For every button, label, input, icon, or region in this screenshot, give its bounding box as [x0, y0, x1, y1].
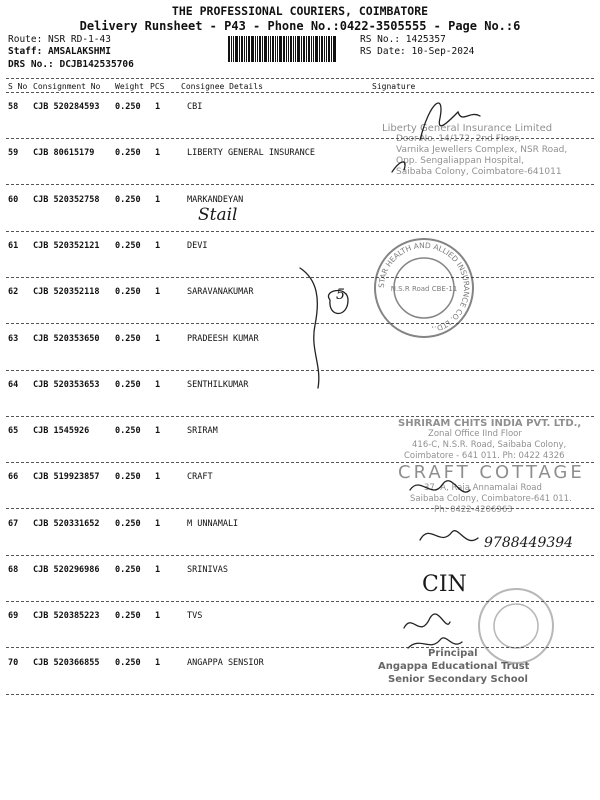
barcode-bar	[279, 36, 282, 62]
serial-number: 69	[8, 611, 19, 622]
angappa-stamp-line: Senior Secondary School	[388, 674, 528, 685]
col-signature: Signature	[372, 82, 416, 91]
pieces-count: 1	[155, 379, 161, 390]
barcode-bar	[290, 36, 292, 62]
consignment-number: CJB 520352121	[33, 240, 100, 251]
weight-value: 0.250	[115, 102, 141, 112]
serial-number: 68	[8, 565, 19, 575]
serial-number: 63	[8, 333, 19, 344]
barcode-bar	[231, 36, 232, 62]
consignee-name: LIBERTY GENERAL INSURANCE	[187, 148, 315, 159]
serial-number: 67	[8, 518, 19, 529]
barcode-bar	[259, 36, 261, 62]
barcode-bar	[244, 36, 245, 62]
consignment-number: CJB 520284593	[33, 102, 100, 112]
pieces-count: 1	[155, 102, 161, 112]
consignee-name: CBI	[187, 102, 203, 112]
liberty-stamp-line: Door No. 14/172, 2nd Floor,	[396, 134, 521, 144]
barcode-bar	[301, 36, 302, 62]
barcode-bar	[288, 36, 289, 62]
consignee-name: ANGAPPA SENSIOR	[187, 657, 264, 668]
craft-stamp-line: Saibaba Colony, Coimbatore-641 011.	[410, 494, 572, 504]
pieces-count: 1	[155, 194, 161, 205]
barcode-bar	[264, 36, 267, 62]
barcode-bar	[303, 36, 305, 62]
barcode-bar	[235, 36, 238, 62]
consignment-number: CJB 520353653	[33, 379, 100, 390]
weight-value: 0.250	[115, 657, 141, 668]
header-rule	[6, 78, 594, 79]
craft-stamp-name: CRAFT COTTAGE	[398, 462, 585, 483]
barcode-bar	[319, 36, 320, 62]
col-weight: Weight	[115, 82, 144, 91]
barcode-bar	[255, 36, 256, 62]
liberty-stamp-line: Varnika Jewellers Complex, NSR Road,	[396, 145, 568, 155]
table-row	[0, 186, 600, 232]
pieces-count: 1	[155, 333, 161, 344]
craft-stamp-line: Ph: 0422-4206963	[434, 505, 513, 515]
consignee-name: PRADEESH KUMAR	[187, 333, 259, 344]
col-consignee: Consignee Details	[181, 82, 263, 91]
drs-number: DRS No.: DCJB142535706	[8, 59, 134, 70]
pieces-count: 1	[155, 518, 161, 529]
route-label: Route: NSR RD-1-43	[8, 34, 111, 45]
angappa-stamp	[378, 647, 588, 686]
barcode-bar	[246, 36, 247, 62]
consignment-number: CJB 520352118	[33, 287, 100, 298]
weight-value: 0.250	[115, 287, 141, 298]
weight-value: 0.250	[115, 565, 141, 575]
consignee-name: DEVI	[187, 240, 208, 251]
shriram-stamp-line: SHRIRAM CHITS INDIA PVT. LTD.,	[398, 418, 582, 429]
barcode-bar	[297, 36, 300, 62]
barcode-bar	[228, 36, 230, 62]
handwritten-mark: 5	[336, 287, 345, 303]
barcode-bar	[272, 36, 274, 62]
serial-number: 62	[8, 287, 19, 298]
angappa-stamp-line: Angappa Educational Trust	[378, 661, 530, 672]
consignee-name: SRINIVAS	[187, 565, 228, 575]
pieces-count: 1	[155, 611, 161, 622]
serial-number: 64	[8, 379, 19, 390]
craft-stamp-line: 37, A, Raja Annamalai Road	[424, 483, 542, 493]
handwritten-signature: CIN	[422, 572, 467, 597]
barcode	[228, 36, 354, 62]
seal-ring-text: STAR HEALTH AND ALLIED INSURANCE CO. LTD.,	[376, 240, 472, 335]
table-row	[0, 278, 600, 324]
barcode-bar	[315, 36, 318, 62]
consignment-number: CJB 520366855	[33, 657, 100, 668]
craft-stamp	[398, 463, 588, 516]
col-pcs: PCS	[150, 82, 165, 91]
weight-value: 0.250	[115, 426, 141, 437]
shriram-stamp-line: Zonal Office IInd Floor	[428, 429, 522, 439]
shriram-stamp	[398, 418, 598, 462]
serial-number: 58	[8, 102, 19, 112]
weight-value: 0.250	[115, 333, 141, 344]
consignee-name: SENTHILKUMAR	[187, 379, 249, 390]
consignee-name: MARKANDEYAN	[187, 194, 244, 205]
barcode-bar	[324, 36, 325, 62]
weight-value: 0.250	[115, 518, 141, 529]
pieces-count: 1	[155, 148, 161, 159]
barcode-bar	[241, 36, 243, 62]
weight-value: 0.250	[115, 194, 141, 205]
barcode-bar	[295, 36, 296, 62]
liberty-stamp	[382, 123, 587, 178]
consignment-number: CJB 520352758	[33, 194, 100, 205]
seal-center-text: N.S.R Road CBE-11	[390, 285, 458, 293]
weight-value: 0.250	[115, 379, 141, 390]
barcode-bar	[308, 36, 310, 62]
shriram-stamp-line: 416-C, N.S.R. Road, Saibaba Colony,	[412, 440, 567, 450]
barcode-bar	[233, 36, 234, 62]
pieces-count: 1	[155, 426, 161, 437]
consignee-name: SARAVANAKUMAR	[187, 287, 254, 298]
company-title: THE PROFESSIONAL COURIERS, COIMBATORE	[171, 4, 429, 18]
pieces-count: 1	[155, 240, 161, 251]
rs-number: RS No.: 1425357	[360, 34, 446, 45]
serial-number: 65	[8, 426, 19, 437]
consignment-number: CJB 1545926	[33, 426, 90, 437]
consignment-number: CJB 519923857	[33, 472, 100, 483]
row-divider	[6, 694, 594, 695]
consignment-number: CJB 520385223	[33, 611, 100, 622]
consignee-name: CRAFT	[187, 472, 213, 483]
serial-number: 61	[8, 240, 19, 251]
consignment-number: CJB 520353650	[33, 333, 100, 344]
weight-value: 0.250	[115, 472, 141, 483]
table-row	[0, 325, 600, 371]
barcode-bar	[326, 36, 327, 62]
handwritten-phone: 9788449394	[484, 535, 574, 551]
shriram-stamp-line: Coimbatore - 641 011. Ph: 0422 4326	[404, 451, 565, 461]
consignee-name: M UNNAMALI	[187, 518, 239, 529]
barcode-bar	[275, 36, 276, 62]
pieces-count: 1	[155, 472, 161, 483]
liberty-stamp-line: Saibaba Colony, Coimbatore-641011	[396, 167, 562, 177]
table-row	[0, 232, 600, 278]
rs-date: RS Date: 10-Sep-2024	[360, 46, 475, 57]
col-sno: S No	[8, 82, 28, 91]
staff-label: Staff: AMSALAKSHMI	[8, 46, 111, 57]
pieces-count: 1	[155, 287, 161, 298]
weight-value: 0.250	[115, 611, 141, 622]
barcode-bar	[262, 36, 263, 62]
barcode-bar	[293, 36, 294, 62]
barcode-bar	[331, 36, 332, 62]
barcode-bar	[283, 36, 285, 62]
liberty-stamp-line: Opp. Sengaliappan Hospital,	[396, 156, 525, 166]
serial-number: 60	[8, 194, 19, 205]
pieces-count: 1	[155, 565, 161, 575]
barcode-bar	[248, 36, 250, 62]
barcode-bar	[270, 36, 271, 62]
barcode-bar	[333, 36, 336, 62]
handwritten-note: Stail	[198, 205, 238, 225]
runsheet-title: Delivery Runsheet - P43 - Phone No.:0422-3505555 - Page No.:6	[79, 19, 521, 33]
liberty-stamp-line: Liberty General Insurance Limited	[382, 123, 553, 134]
barcode-bar	[311, 36, 312, 62]
barcode-bar	[321, 36, 323, 62]
barcode-bar	[328, 36, 330, 62]
serial-number: 59	[8, 148, 19, 159]
angappa-stamp-line: Principal	[428, 648, 478, 659]
barcode-bar	[286, 36, 287, 62]
barcode-bar	[306, 36, 307, 62]
serial-number: 70	[8, 657, 19, 668]
barcode-bar	[239, 36, 240, 62]
consignment-number: CJB 520296986	[33, 565, 100, 575]
barcode-bar	[268, 36, 269, 62]
barcode-bar	[257, 36, 258, 62]
consignee-name: SRIRAM	[187, 426, 218, 437]
table-row	[0, 371, 600, 417]
weight-value: 0.250	[115, 240, 141, 251]
col-consignment: Consignment No	[33, 82, 101, 91]
barcode-bar	[277, 36, 278, 62]
consignee-name: TVS	[187, 611, 203, 622]
consignment-number: CJB 80615179	[33, 148, 95, 159]
pieces-count: 1	[155, 657, 161, 668]
consignment-number: CJB 520331652	[33, 518, 100, 529]
barcode-bar	[313, 36, 314, 62]
barcode-bar	[251, 36, 254, 62]
star-health-seal	[372, 236, 476, 340]
weight-value: 0.250	[115, 148, 141, 159]
serial-number: 66	[8, 472, 19, 483]
